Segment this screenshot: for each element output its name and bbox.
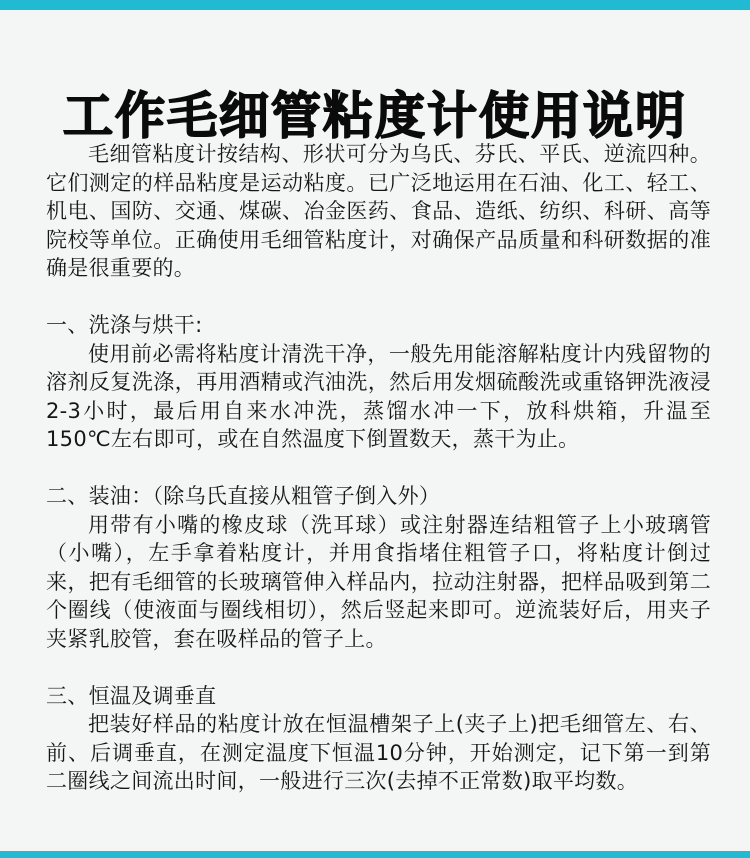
section-heading: 二、装油：（除乌氏直接从粗管子倒入外） — [46, 483, 441, 508]
bottom-accent-bar — [0, 851, 750, 858]
section-paragraph: 使用前必需将粘度计清洗干净，一般先用能溶解粘度计内残留物的溶剂反复洗涤，再用酒精或汽油洗，然后用发烟硫酸洗或重铬钾洗液浸2-3小时，最后用自来水冲洗，蒸馏水冲一下，放科烘箱，升温至150℃左右即可，或在自然温度下倒置数天，蒸干为止。 — [46, 341, 711, 452]
section-washing-drying — [46, 311, 711, 454]
intro-paragraph: 毛细管粘度计按结构、形状可分为乌氏、芬氏、平氏、逆流四种。它们测定的样品粘度是运动粘度。已广泛地运用在石油、化工、轻工、机电、国防、交通、煤碳、冶金医药、食品、造纸、纺织、科研、高等院校等单位。正确使用毛细管粘度计，对确保产品质量和科研数据的准确是很重要的。 — [46, 142, 711, 281]
section-thermostat-vertical — [46, 682, 711, 796]
section-paragraph: 用带有小嘴的橡皮球（洗耳球）或注射器连结粗管子上小玻璃管（小嘴），左手拿着粘度计，并用食指堵住粗管子口，将粘度计倒过来，把有毛细管的长玻璃管伸入样品内，拉动注射器，把样品吸到第二个圈线（使液面与圈线相切），然后竖起来即可。逆流装好后，用夹子夹紧乳胶管，套在吸样品的管子上。 — [46, 512, 711, 651]
section-heading: 一、洗涤与烘干: — [46, 312, 203, 337]
section-oil-loading — [46, 482, 711, 654]
section-heading: 三、恒温及调垂直 — [46, 683, 217, 708]
document-body — [46, 140, 711, 796]
section-paragraph: 把装好样品的粘度计放在恒温槽架子上(夹子上)把毛细管左、右、前、后调垂直，在测定温度下恒温10分钟，开始测定，记下第一到第二圈线之间流出时间，一般进行三次(去掉不正常数)取平均数。 — [46, 712, 711, 794]
top-accent-bar — [0, 0, 750, 10]
page-title: 工作毛细管粘度计使用说明 — [63, 86, 687, 145]
